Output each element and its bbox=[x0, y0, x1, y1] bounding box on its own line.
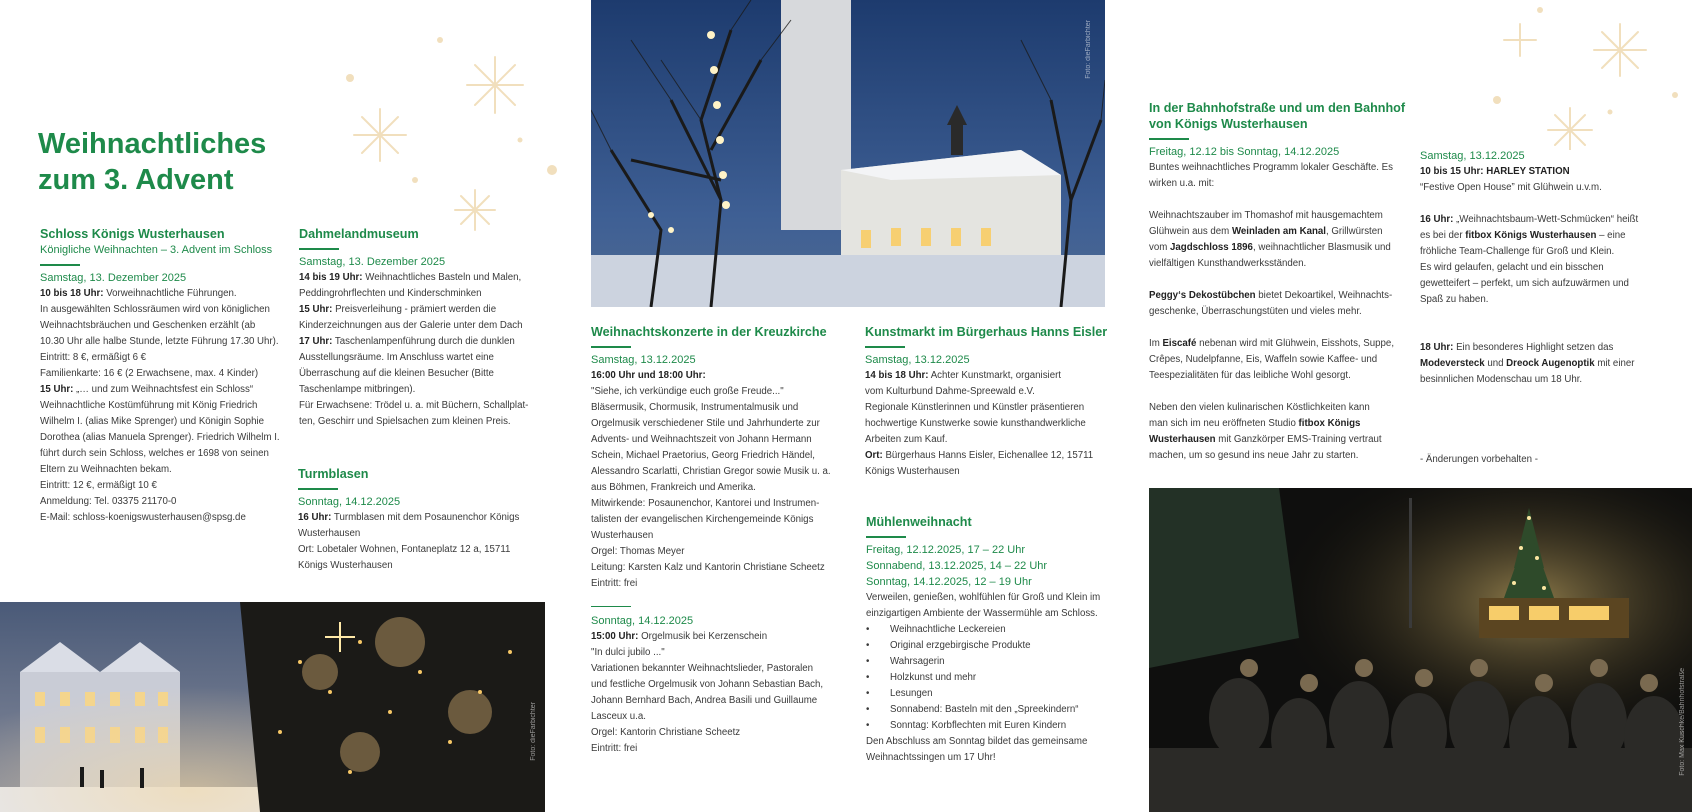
event-date: Samstag, 13.12.2025 bbox=[1420, 150, 1525, 162]
section-schloss bbox=[40, 226, 290, 526]
email-text: E-Mail: schloss-koenigswusterhausen@spsg.de bbox=[40, 511, 246, 523]
section-bahnhof-samstag bbox=[1420, 148, 1685, 465]
divider bbox=[298, 488, 338, 490]
list-item: • Original erzgebirgische Produkte bbox=[866, 639, 1031, 651]
section-title: In der Bahnhofstraße und um den Bahnhof von Königs Wusterhausen bbox=[1149, 101, 1406, 131]
event-text: 14 bis 18 Uhr: Achter Kunstmarkt, organisiert vom Kulturbund Dahme-Spreewald e.V. Regionale Künstlerinnen und Künstler präsentieren hochwertige Kunstwerke sowie kunsthandwerkliche Arbeiten zum Kauf. Ort: Bürgerhaus Hanns Eisler, Eichenallee 12, 15711 Königs Wusterhausen bbox=[865, 369, 1094, 477]
event-date: Samstag, 13. Dezember 2025 bbox=[299, 255, 446, 268]
disclaimer-note: - Änderungen vorbehalten - bbox=[1420, 454, 1538, 465]
event-date: Samstag, 13. Dezember 2025 bbox=[40, 271, 187, 284]
section-bahnhofstrasse bbox=[1149, 100, 1409, 464]
event-date: Samstag, 13.12.2025 bbox=[591, 353, 696, 366]
star-decoration bbox=[320, 20, 560, 240]
section-title: Turmblasen bbox=[298, 467, 369, 481]
section-title: Kunstmarkt im Bürgerhaus Hanns Eisler bbox=[865, 325, 1108, 339]
event-date: Freitag, 12.12 bis Sonntag, 14.12.2025 bbox=[1149, 145, 1340, 158]
church-photo bbox=[591, 0, 1105, 307]
event-date: Freitag, 12.12.2025, 17 – 22 Uhr bbox=[866, 543, 1025, 556]
list-item: • Weihnachtliche Leckereien bbox=[866, 623, 1006, 635]
page-title: Weihnachtliches zum 3. Advent bbox=[38, 128, 267, 196]
list-item: • Wahrsagerin bbox=[866, 655, 945, 667]
event-date: Sonntag, 14.12.2025 bbox=[591, 615, 694, 627]
photo-credit: Foto: dieFarbichter bbox=[1085, 20, 1092, 79]
section-title: Weihnachtskonzerte in der Kreuzkirche bbox=[591, 325, 827, 339]
event-date: Samstag, 13.12.2025 bbox=[865, 353, 970, 366]
photo-credit: Foto: Max Kuschke/Bahnhofstraße bbox=[1679, 668, 1686, 776]
section-kunstmarkt bbox=[865, 324, 1115, 480]
market-image bbox=[1149, 488, 1692, 812]
section-title: Dahmelandmuseum bbox=[299, 227, 419, 241]
event-date: Sonnabend, 13.12.2025, 14 – 22 Uhr bbox=[866, 559, 1048, 572]
section-weihnachtskonzerte bbox=[591, 324, 853, 757]
event-text: 16 Uhr: Turmblasen mit dem Posaunenchor Königs Wusterhausen Ort: Lobetaler Wohnen, Fontaneplatz 12 a, 15711 Königs Wusterhausen bbox=[298, 511, 520, 571]
list-item: • Holzkunst und mehr bbox=[866, 671, 977, 683]
section-title: Schloss Königs Wusterhausen bbox=[40, 227, 225, 241]
castle-image bbox=[0, 602, 545, 812]
list-item: • Lesungen bbox=[866, 687, 933, 699]
event-text: Den Abschluss am Sonntag bildet das gemeinsame Weihnachtssingen um 17 Uhr! bbox=[866, 735, 1088, 763]
list-item: • Sonnabend: Basteln mit den „Spreekindern“ bbox=[866, 703, 1079, 715]
section-muehlenweihnacht bbox=[866, 514, 1126, 766]
section-dahmelandmuseum bbox=[299, 226, 549, 430]
event-text: Verweilen, genießen, wohlfühlen für Groß und Klein im einzigartigen Ambiente der Wassermühle am Schloss. bbox=[866, 591, 1101, 619]
event-text: 16:00 Uhr und 18:00 Uhr: "Siehe, ich verkündige euch große Freude..." Bläsermusik, Chormusik, Instrumentalmusik und Orgelmusik verschiedener Stile und Jahrhunderte zur Advents- und Weihnachtszeit von Johann Hermann Schein, Michael Praetorius, Georg Friedrich Händel, Alessandro Scarlatti, Christian Gregor sowie Musik u. a. aus Böhmen, Frankreich und Amerika. Mitwirkende: Posaunenchor, Kantorei und Instrumen- talisten der evangelischen Kirchengemeinde Königs Wusterhausen Orgel: Thomas Meyer Leitung: Karsten Kalz und Kantorin Christiane Scheetz Eintritt: frei bbox=[591, 369, 831, 589]
divider bbox=[40, 264, 80, 266]
photo-credit: Foto: dieFarbichter bbox=[530, 702, 537, 761]
section-turmblasen bbox=[298, 466, 548, 574]
event-text: Buntes weihnachtliches Programm lokaler Geschäfte. Es wirken u.a. mit: Weihnachtszauber im Thomashof mit hausgemachtem Glühwein aus dem Weinladen am Kanal, Grillwürsten vom Jagdschloss 1896, weihnachtlicher Blasmusik und vielfältigen Kunsthandwerksständen. Peggy‘s Dekostübchen bietet Dekoartikel, Weihnachts- geschenke, Überraschungstüten und vieles mehr. Im Eiscafé nebenan wird mit Glühwein, Eisshots, Suppe, Crêpes, Nudelpfanne, Eis, Waffeln sowie Kaffee- und Teespezialitäten für das leibliche Wohl gesorgt. Neben den vielen kulinarischen Köstlichkeiten kann man sich im neu eröffneten Studio fitbox Königs Wusterhausen mit Ganzkörper EMS-Training vertraut machen, um so gesund ins neue Jahr zu starten. bbox=[1149, 161, 1395, 461]
divider bbox=[591, 346, 631, 348]
star-decoration bbox=[1400, 0, 1692, 150]
list-item: • Sonntag: Korbflechten mit Euren Kindern bbox=[866, 719, 1067, 731]
market-photo bbox=[1149, 488, 1692, 812]
event-text: 10 bis 18 Uhr: Vorweihnachtliche Führungen. In ausgewählten Schlossräumen wird von königlichen Weihnachtsbräuchen und Geschenken erzählt (ab 10.30 Uhr alle halbe Stunde, letzte Führung 17.30 Uhr). Eintritt: 8 €, ermäßigt 6 € Familienkarte: 16 € (2 Erwachsene, max. 4 Kinder) 15 Uhr: „… und zum Weihnachtsfest ein Schloss“ Weihnachtliche Kostümführung mit König Friedrich Wilhelm I. (alias Mike Sprenger) und Königin Sophie Dorothea (alias Manuela Sprenger). Friedrich Wilhelm I. führt durch sein Schloss, welches er 1698 von seinen Eltern zu Weihnachten bekam. Eintritt: 12 €, ermäßigt 10 € Anmeldung: Tel. 03375 21170-0 E-Mail: schloss-koenigswusterhausen@spsg.de bbox=[40, 286, 290, 526]
castle-photo bbox=[0, 602, 545, 812]
church-image bbox=[591, 0, 1105, 307]
event-text: 15:00 Uhr: Orgelmusik bei Kerzenschein "In dulci jubilo ..." Variationen bekannter Weihnachtslieder, Pastoralen und festliche Orgelmusik von Johann Sebastian Bach, Johann Bernhard Bach, Andrea Basili und Guillaume Lasceux u.a. Orgel: Kantorin Christiane Scheetz Eintritt: frei bbox=[591, 631, 824, 754]
offer-list bbox=[866, 622, 1126, 734]
divider bbox=[1149, 138, 1189, 140]
divider bbox=[866, 536, 906, 538]
section-title: Mühlenweihnacht bbox=[866, 515, 972, 529]
divider bbox=[591, 606, 631, 608]
divider bbox=[299, 248, 339, 250]
event-text: 10 bis 15 Uhr: HARLEY STATION “Festive Open House” mit Glühwein u.v.m. 16 Uhr: „Weihnachtsbaum-Wett-Schmücken“ heißt es bei der fitbox Königs Wusterhausen – eine fröhliche Team-Challenge für Groß und Klein. Es wird gelaufen, gelacht und ein bisschen gewetteifert – perfekt, um sich aufzuwärmen und Spaß zu haben. 18 Uhr: Ein besonderes Highlight setzen das Modeversteck und Dreock Augenoptik mit einer besinnlichen Modenschau um 18 Uhr. bbox=[1420, 166, 1639, 385]
event-date: Sonntag, 14.12.2025, 12 – 19 Uhr bbox=[866, 575, 1032, 588]
divider bbox=[865, 346, 905, 348]
event-date: Sonntag, 14.12.2025 bbox=[298, 495, 401, 508]
event-text: 14 bis 19 Uhr: Weihnachtliches Basteln und Malen, Peddingrohrflechten und Kinderschminken 15 Uhr: Preisverleihung - prämiert werden die Kinderzeichnungen aus der Galerie unter dem Dach 17 Uhr: Taschenlampenführung durch die dunklen Ausstellungsräume. Im Anschluss wartet eine Überraschung auf die kleinen Besucher (Bitte Taschenlampe mitbringen). Für Erwachsene: Trödel u. a. mit Büchern, Schallplat- ten, Geschirr und Spielsachen zum kleinen Preis. bbox=[299, 271, 529, 427]
section-subtitle: Königliche Weihnachten – 3. Advent im Schloss bbox=[40, 244, 273, 256]
